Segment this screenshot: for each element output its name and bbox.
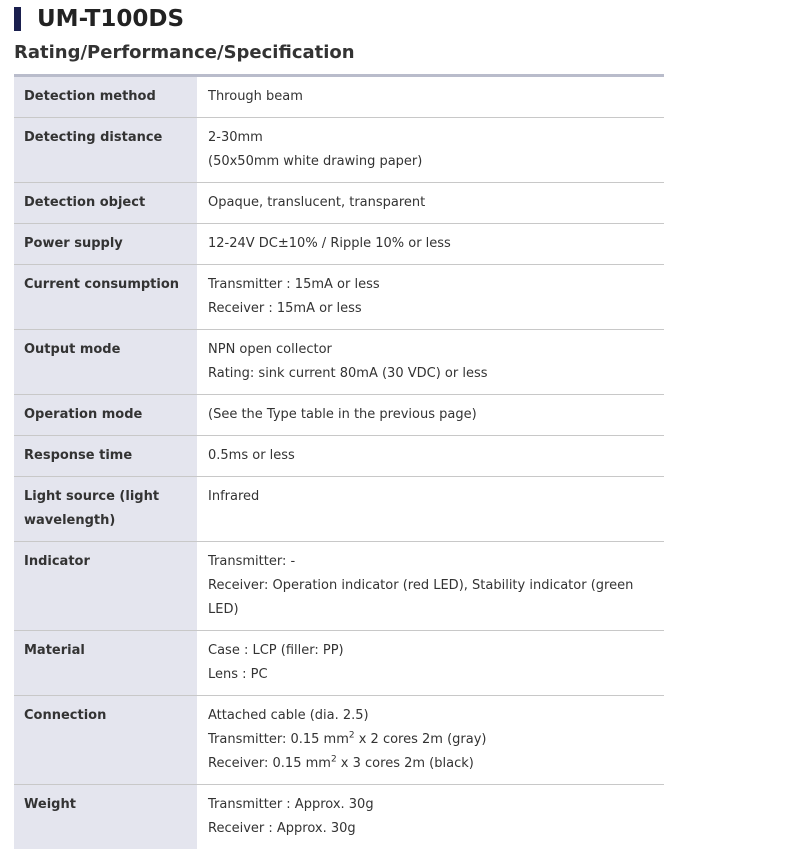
row-value xyxy=(197,330,664,395)
value-line: Transmitter : 15mA or less xyxy=(208,273,654,297)
row-label: Operation mode xyxy=(14,395,197,436)
value-line xyxy=(208,752,654,776)
value-line: 12-24V DC±10% / Ripple 10% or less xyxy=(208,232,654,256)
table-row xyxy=(14,330,664,395)
row-label: Response time xyxy=(14,436,197,477)
value-line: (50x50mm white drawing paper) xyxy=(208,150,654,174)
row-value xyxy=(197,436,664,477)
table-row xyxy=(14,118,664,183)
row-value xyxy=(197,631,664,696)
value-line: Attached cable (dia. 2.5) xyxy=(208,704,654,728)
row-label: Power supply xyxy=(14,224,197,265)
model-name: UM-T100DS xyxy=(37,6,184,32)
value-line: Rating: sink current 80mA (30 VDC) or less xyxy=(208,362,654,386)
row-label: Current consumption xyxy=(14,265,197,330)
table-row xyxy=(14,542,664,631)
table-row xyxy=(14,631,664,696)
cable-spec-text: x 2 cores 2m (gray) xyxy=(355,732,487,747)
row-label: Detection method xyxy=(14,77,197,118)
cable-spec-text: x 3 cores 2m (black) xyxy=(337,756,474,771)
superscript: 2 xyxy=(331,755,337,765)
cable-spec-text: Transmitter: 0.15 mm xyxy=(208,732,349,747)
table-row xyxy=(14,224,664,265)
value-line: Receiver : 15mA or less xyxy=(208,297,654,321)
value-line: Case : LCP (filler: PP) xyxy=(208,639,654,663)
cable-spec-text: Receiver: 0.15 mm xyxy=(208,756,331,771)
section-heading: Rating/Performance/Specification xyxy=(14,42,664,66)
table-row xyxy=(14,183,664,224)
value-line: Through beam xyxy=(208,85,654,109)
row-value xyxy=(197,542,664,631)
row-label: Detection object xyxy=(14,183,197,224)
row-value xyxy=(197,265,664,330)
table-row xyxy=(14,265,664,330)
row-label: Material xyxy=(14,631,197,696)
row-label: Light source (light wavelength) xyxy=(14,477,197,542)
row-value xyxy=(197,395,664,436)
value-line: Transmitter: - xyxy=(208,550,654,574)
value-line: NPN open collector xyxy=(208,338,654,362)
value-line: Lens : PC xyxy=(208,663,654,687)
row-label: Output mode xyxy=(14,330,197,395)
value-line: 2-30mm xyxy=(208,126,654,150)
value-line: Receiver : Approx. 30g xyxy=(208,817,654,841)
table-row xyxy=(14,77,664,118)
table-row xyxy=(14,395,664,436)
superscript: 2 xyxy=(349,731,355,741)
value-line: Receiver: Operation indicator (red LED), Stability indicator (green LED) xyxy=(208,574,654,622)
value-line: Opaque, translucent, transparent xyxy=(208,191,654,215)
row-value xyxy=(197,477,664,542)
model-title xyxy=(14,5,184,33)
row-value xyxy=(197,77,664,118)
value-line: Transmitter : Approx. 30g xyxy=(208,793,654,817)
table-row xyxy=(14,477,664,542)
table-row xyxy=(14,696,664,785)
spec-table xyxy=(14,77,664,849)
table-row xyxy=(14,785,664,849)
row-value xyxy=(197,118,664,183)
table-row xyxy=(14,436,664,477)
value-line xyxy=(208,728,654,752)
value-line: 0.5ms or less xyxy=(208,444,654,468)
row-value xyxy=(197,785,664,849)
row-value xyxy=(197,183,664,224)
value-line: Infrared xyxy=(208,485,654,509)
row-label: Connection xyxy=(14,696,197,785)
row-value xyxy=(197,696,664,785)
value-line: (See the Type table in the previous page) xyxy=(208,403,654,427)
row-value xyxy=(197,224,664,265)
row-label: Detecting distance xyxy=(14,118,197,183)
row-label: Indicator xyxy=(14,542,197,631)
row-label: Weight xyxy=(14,785,197,849)
title-accent-bar xyxy=(14,7,21,31)
